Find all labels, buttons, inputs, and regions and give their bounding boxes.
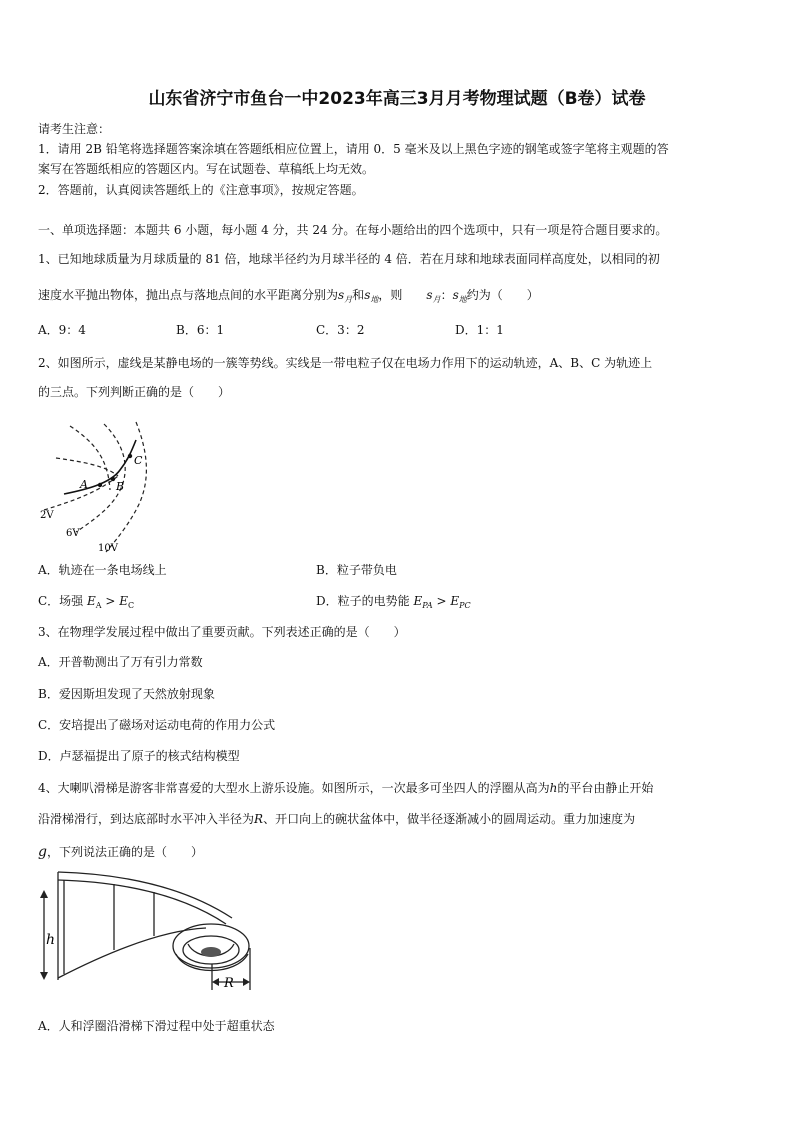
q1-stem-line1: 1、已知地球质量为月球质量的 81 倍，地球半径约为月球半径的 4 倍．若在月球和地球表面同样高度处，以相同的初 — [38, 252, 660, 266]
slide-top-edge — [58, 872, 232, 918]
q4-r: R — [254, 812, 264, 826]
float-ring — [201, 947, 221, 957]
q2-sub-a: A — [95, 601, 102, 610]
q1-ratio-sub-moon: 月 — [432, 295, 441, 304]
height-arrowhead-top — [40, 890, 48, 898]
q4-line1-text: 4、大喇叭滑梯是游客非常喜爱的大型水上游乐设施。如图所示，一次最多可坐四人的浮圈从高为 — [38, 781, 550, 795]
q1-ratio-sub-earth: 地 — [458, 295, 467, 304]
voltage-2v: 2V — [40, 510, 54, 521]
q2-e-pa: E — [413, 594, 423, 608]
notice-line-2: 2．答题前，认真阅读答题纸上的《注意事项》，按规定答题。 — [38, 183, 364, 197]
q1-ratio-s-moon: s — [426, 288, 433, 302]
q4-stem-line3 — [38, 842, 203, 863]
q1-tail: 约为（ ） — [466, 288, 539, 302]
q3-option-b: B．爱因斯坦发现了天然放射现象 — [38, 687, 215, 701]
equipotential-line-10v — [106, 422, 146, 552]
q1-s-earth: s — [364, 288, 371, 302]
notice-line-1b: 案写在答题纸相应的答题区内。写在试题卷、草稿纸上均无效。 — [38, 162, 375, 176]
q2-sub-pa: PA — [422, 601, 433, 610]
q1-sub-earth: 地 — [370, 295, 379, 304]
equipotential-line-inner — [70, 426, 110, 490]
q1-line2-text: 速度水平抛出物体，抛出点与落地点间的水平距离分别为 — [38, 288, 339, 302]
q2-e-pc: E — [450, 594, 460, 608]
q1-then: ，则 — [378, 288, 403, 302]
q2-option-b: B．粒子带负电 — [316, 563, 397, 577]
q4-line2-text: 沿滑梯滑行，到达底部时水平冲入半径为 — [38, 812, 255, 826]
q2-option-a: A．轨迹在一条电场线上 — [38, 563, 167, 577]
q3-option-c: C．安培提出了磁场对运动电荷的作用力公式 — [38, 718, 276, 732]
q2-option-c-text: C．场强 — [38, 594, 87, 608]
q2-option-d — [316, 592, 471, 612]
q1-colon: ： — [440, 288, 453, 302]
q1-option-b: B．6：1 — [176, 323, 225, 337]
q4-slide-figure — [36, 868, 276, 1000]
label-h: h — [46, 932, 56, 948]
q4-stem-line1 — [38, 779, 653, 797]
point-c — [128, 454, 132, 458]
q2-equipotential-figure — [36, 418, 166, 558]
voltage-6v: 6V — [66, 528, 80, 539]
equipotential-line-upper — [56, 458, 118, 476]
q1-and: 和 — [352, 288, 365, 302]
q1-option-d: D．1：1 — [455, 323, 504, 337]
q4-option-a: A．人和浮圈沿滑梯下滑过程中处于超重状态 — [38, 1019, 275, 1033]
label-a: A — [80, 478, 88, 491]
q2-e-c: E — [119, 594, 128, 608]
label-r: R — [224, 976, 234, 991]
q3-option-a: A．开普勒测出了万有引力常数 — [38, 655, 203, 669]
slide-inner-edge — [58, 880, 226, 924]
q2-e-a: E — [87, 594, 96, 608]
q2-gt-1: > — [101, 594, 120, 608]
q2-sub-c: C — [128, 601, 135, 610]
q1-s-moon: s — [338, 288, 345, 302]
voltage-10v: 10V — [98, 543, 118, 554]
label-c: C — [134, 454, 143, 467]
section-heading: 一、单项选择题：本题共 6 小题，每小题 4 分，共 24 分。在每小题给出的四个选项中，只有一项是符合题目要求的。 — [38, 223, 668, 237]
q1-stem-line2 — [38, 286, 539, 306]
q1-ratio-s-earth: s — [452, 288, 459, 302]
q4-h: h — [549, 781, 558, 795]
q3-stem: 3、在物理学发展过程中做出了重要贡献。下列表述正确的是（ ） — [38, 625, 406, 639]
q1-option-a: A．9：4 — [38, 323, 86, 337]
radius-arrowhead-right — [243, 978, 250, 986]
q2-option-c — [38, 592, 134, 612]
point-b — [111, 477, 115, 481]
q4-line3-text: ，下列说法正确的是（ ） — [46, 845, 203, 859]
q1-option-c: C．3：2 — [316, 323, 365, 337]
radius-arrowhead-left — [212, 978, 219, 986]
q4-g: g — [38, 844, 47, 860]
q4-line1-post: 的平台由静止开始 — [557, 781, 654, 795]
q4-line2-post: 、开口向上的碗状盆体中，做半径逐渐减小的圆周运动。重力加速度为 — [263, 812, 636, 826]
notice-line-1a: 1．请用 2B 铅笔将选择题答案涂填在答题纸相应位置上，请用 0．5 毫米及以上黑色字迹的钢笔或签字笔将主观题的答 — [38, 142, 669, 156]
q2-stem-line1: 2、如图所示，虚线是某静电场的一簇等势线。实线是一带电粒子仅在电场力作用下的运动轨迹，A、B、C 为轨迹上 — [38, 356, 653, 370]
height-arrowhead-bottom — [40, 972, 48, 980]
point-a — [98, 483, 102, 487]
label-b: B — [116, 480, 125, 493]
q4-stem-line2 — [38, 810, 635, 828]
q1-sub-moon: 月 — [344, 295, 353, 304]
notice-heading: 请考生注意： — [38, 122, 111, 136]
q2-sub-pc: PC — [459, 601, 471, 610]
page-title: 山东省济宁市鱼台一中2023年高三3月月考物理试题（B卷）试卷 — [148, 89, 646, 109]
q3-option-d: D．卢瑟福提出了原子的核式结构模型 — [38, 749, 240, 763]
q2-stem-line2: 的三点。下列判断正确的是（ ） — [38, 385, 231, 399]
q2-option-d-text: D．粒子的电势能 — [316, 594, 414, 608]
q2-gt-2: > — [432, 594, 451, 608]
